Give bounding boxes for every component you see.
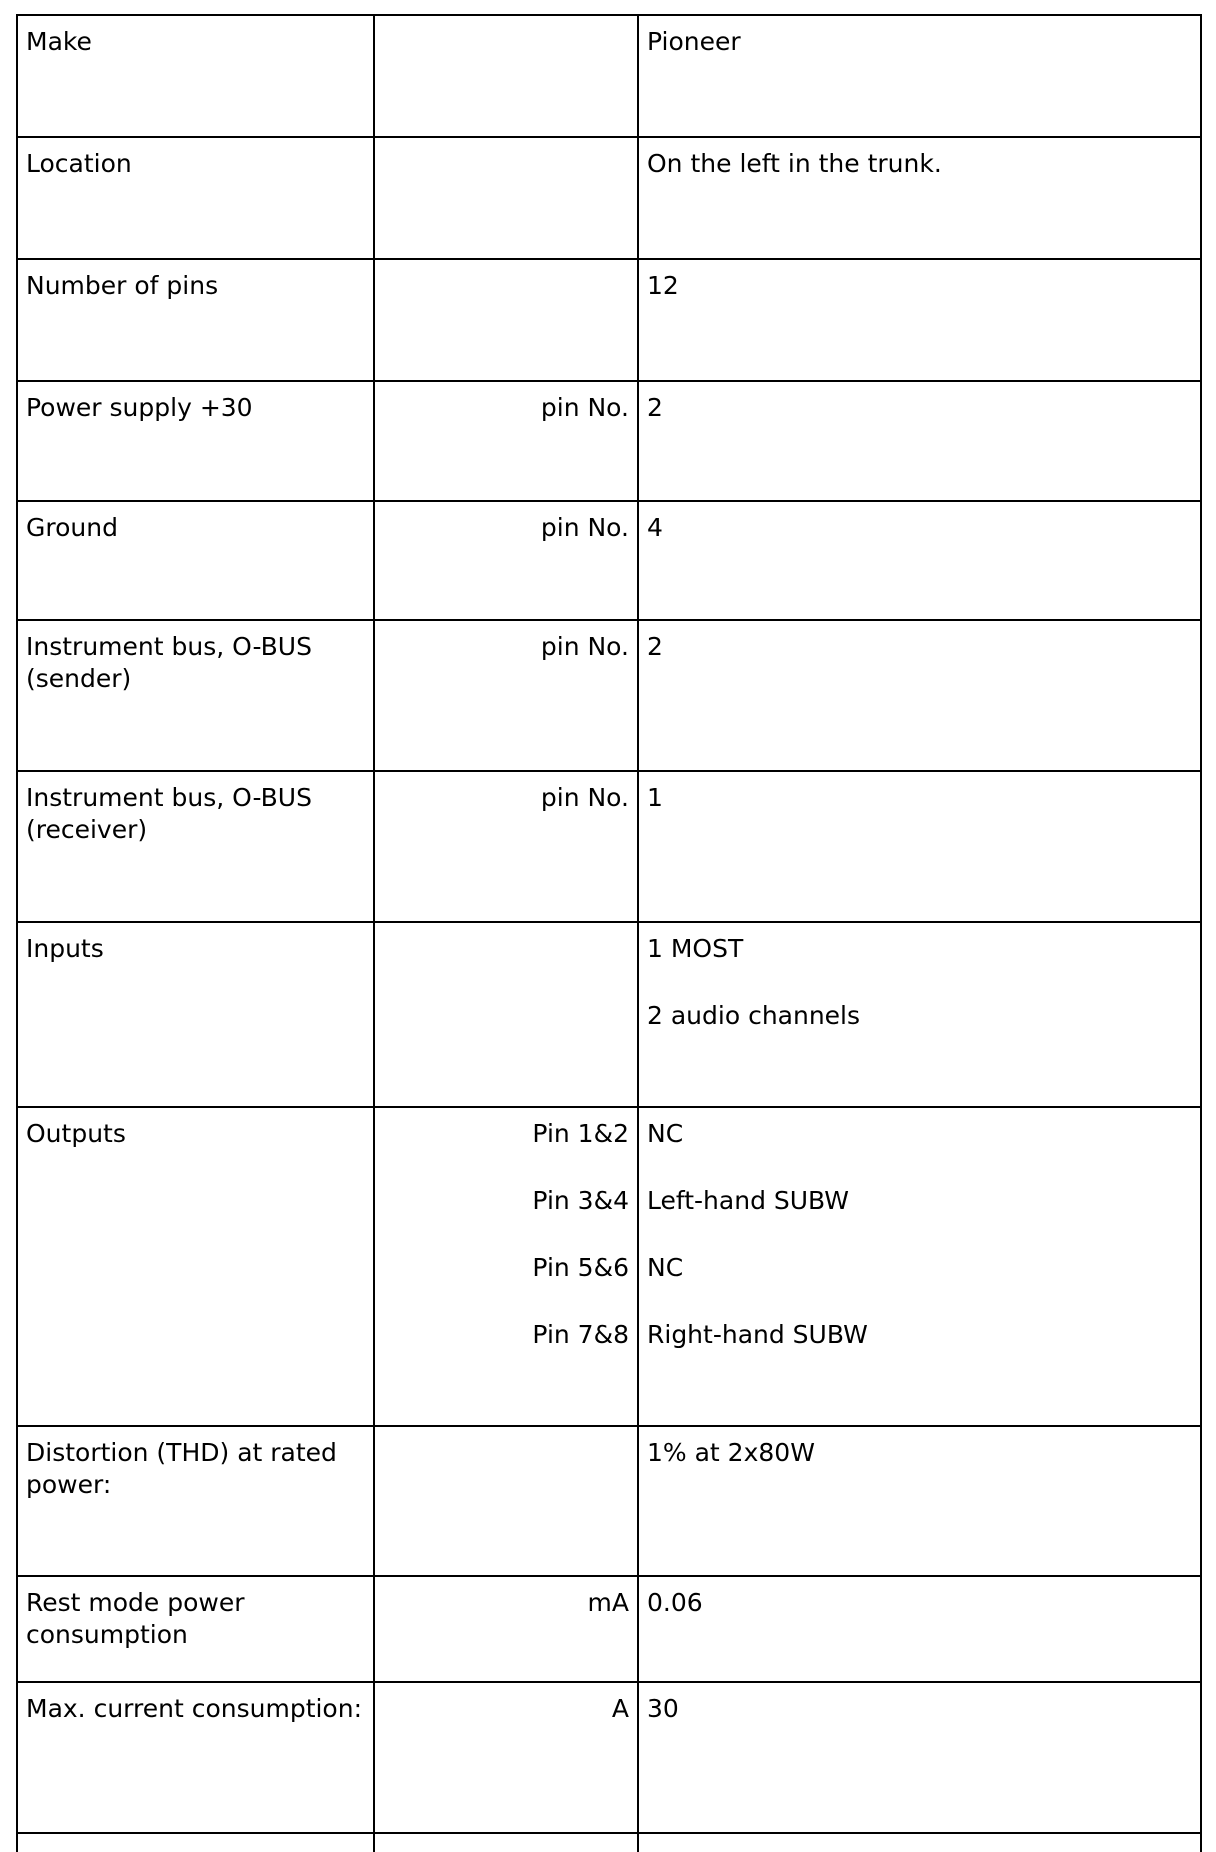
row-value: Pioneer — [638, 15, 1201, 137]
unit-line: Pin 1&2 — [532, 1119, 629, 1148]
row-value: 1% at 2x80W — [638, 1426, 1201, 1576]
row-label: Instrument bus, O-BUS (receiver) — [17, 771, 374, 922]
table-row — [17, 381, 1201, 501]
row-value — [638, 1107, 1201, 1426]
row-label: Instrument bus, O-BUS (sender) — [17, 620, 374, 771]
row-value: 2 — [638, 620, 1201, 771]
row-label: Make — [17, 15, 374, 137]
row-unit: A — [374, 1682, 638, 1833]
row-label: Rest mode power consumption — [17, 1576, 374, 1682]
row-label: Distortion (THD) at rated power: — [17, 1426, 374, 1576]
table-row — [17, 1426, 1201, 1576]
table-row — [17, 771, 1201, 922]
row-value — [638, 922, 1201, 1107]
row-unit — [374, 1107, 638, 1426]
continued-cell — [374, 1833, 638, 1852]
row-value: 30 — [638, 1682, 1201, 1833]
table-row — [17, 501, 1201, 620]
table-row — [17, 137, 1201, 259]
row-label: Power supply +30 — [17, 381, 374, 501]
row-unit: pin No. — [374, 381, 638, 501]
row-unit: pin No. — [374, 771, 638, 922]
row-value: 12 — [638, 259, 1201, 381]
row-label: Outputs — [17, 1107, 374, 1426]
value-line: 2 audio channels — [647, 1001, 861, 1030]
value-line: NC — [647, 1253, 684, 1282]
unit-line: Pin 3&4 — [532, 1186, 629, 1215]
table-row — [17, 259, 1201, 381]
row-unit — [374, 137, 638, 259]
specification-table — [16, 14, 1202, 1852]
row-unit — [374, 1426, 638, 1576]
row-value: 4 — [638, 501, 1201, 620]
row-label: Location — [17, 137, 374, 259]
row-unit — [374, 259, 638, 381]
table-row — [17, 620, 1201, 771]
table-row — [17, 1682, 1201, 1833]
row-unit — [374, 15, 638, 137]
row-unit: mA — [374, 1576, 638, 1682]
table-row — [17, 1107, 1201, 1426]
row-value: 0.06 — [638, 1576, 1201, 1682]
row-value: 1 — [638, 771, 1201, 922]
value-line: Left-hand SUBW — [647, 1186, 850, 1215]
row-value: 2 — [638, 381, 1201, 501]
value-line: NC — [647, 1119, 684, 1148]
table-row — [17, 922, 1201, 1107]
value-line: Right-hand SUBW — [647, 1320, 868, 1349]
row-unit — [374, 922, 638, 1107]
row-label: Number of pins — [17, 259, 374, 381]
unit-line: Pin 5&6 — [532, 1253, 629, 1282]
row-label: Inputs — [17, 922, 374, 1107]
value-line: 1 MOST — [647, 934, 744, 963]
row-unit: pin No. — [374, 620, 638, 771]
continued-cell — [638, 1833, 1201, 1852]
continued-cell — [17, 1833, 374, 1852]
row-label: Max. current consumption: — [17, 1682, 374, 1833]
row-value: On the left in the trunk. — [638, 137, 1201, 259]
table-row — [17, 15, 1201, 137]
table-row — [17, 1576, 1201, 1682]
row-unit: pin No. — [374, 501, 638, 620]
row-label: Ground — [17, 501, 374, 620]
unit-line: Pin 7&8 — [532, 1320, 629, 1349]
table-row-continued — [17, 1833, 1201, 1852]
